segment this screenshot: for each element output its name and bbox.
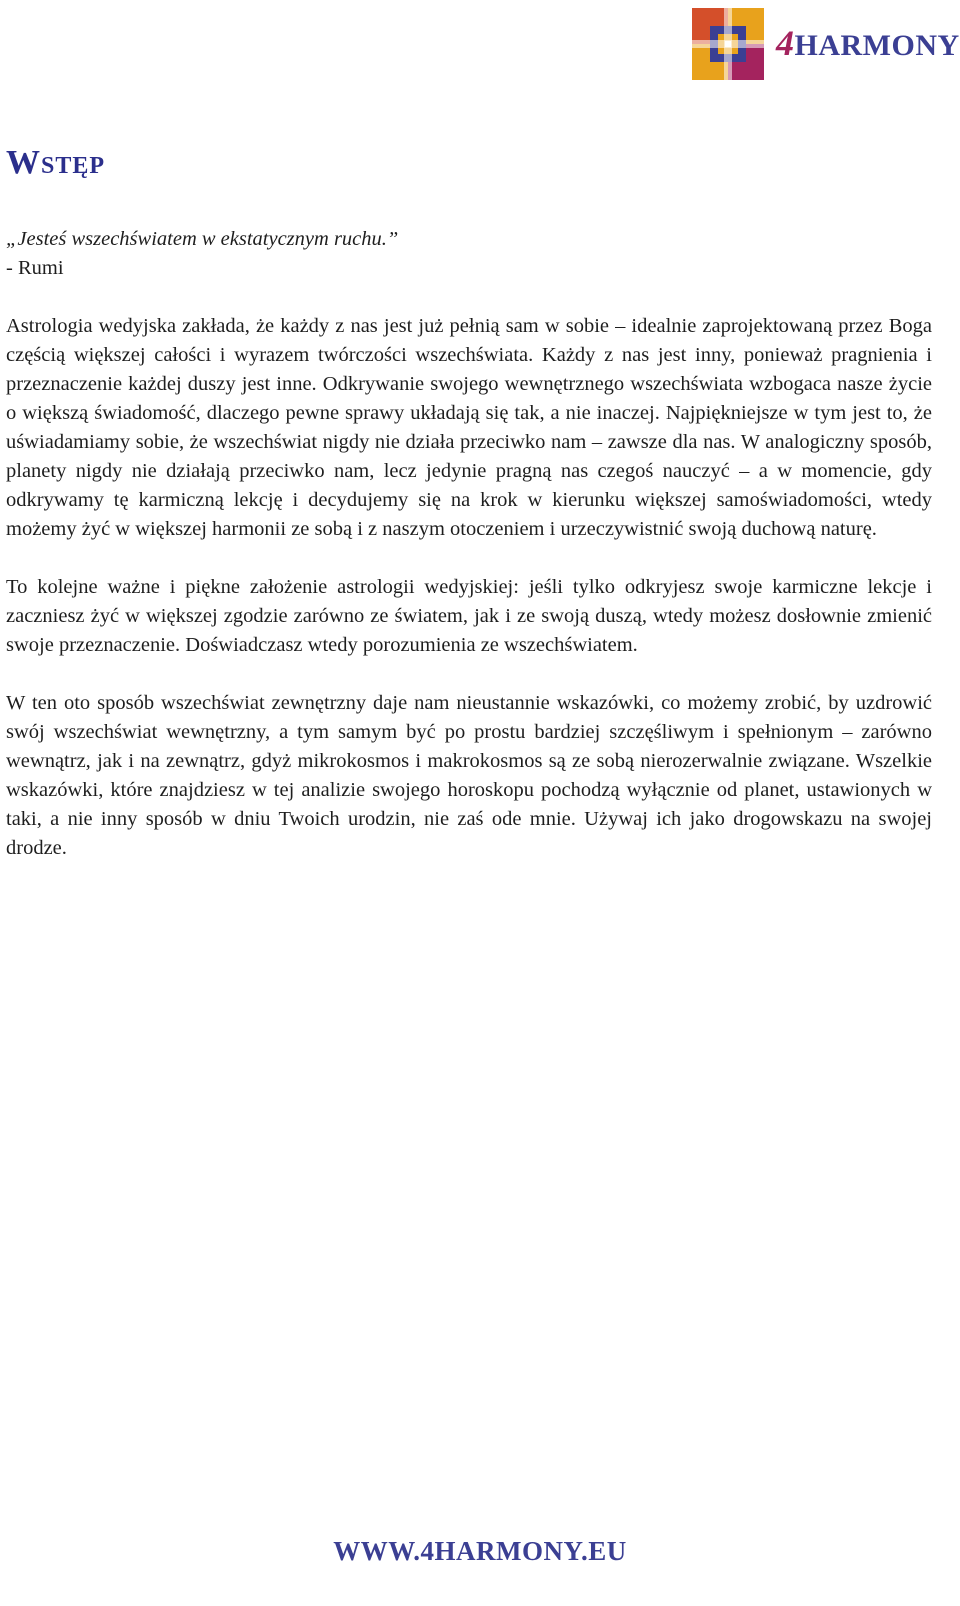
- paragraph-2: To kolejne ważne i piękne założenie astrologii wedyjskiej: jeśli tylko odkryjesz swoje karmiczne lekcje i zaczniesz żyć w większej zgodzie zarówno ze światem, jak i ze swoją duszą, wtedy możesz dosłownie zmienić swoje przeznaczenie. Doświadczasz wtedy porozumienia ze wszechświatem.: [6, 576, 932, 656]
- main-content: [6, 225, 932, 863]
- footer-url: WWW.4HARMONY.EU: [333, 1536, 627, 1566]
- logo-wordmark: 4HARMONY: [776, 23, 960, 63]
- paragraph-3: W ten oto sposób wszechświat zewnętrzny daje nam nieustannie wskazówki, co możemy zrobić, by uzdrowić swój wszechświat wewnętrzny, a tym samym być po prostu bardziej szczęśliwym i spełnionym – zarówno wewnątrz, jak i na zewnątrz, gdyż mikrokosmos i makrokosmos są ze sobą nierozerwalnie związane. Wszelkie wskazówki, które znajdziesz w tej analizie swojego horoskopu pochodzą wyłącznie od planet, ustawionych w taki, a nie inny sposób w dniu Twoich urodzin, nie zaś ode mnie. Używaj ich jako drogowskazu na swojej drodze.: [6, 692, 932, 859]
- quote-text: „Jesteś wszechświatem w ekstatycznym ruchu.”: [6, 228, 399, 250]
- paragraph-1: Astrologia wedyjska zakłada, że każdy z nas jest już pełnią sam w sobie – idealnie zaprojektowaną przez Boga częścią większej całości i wyrazem twórczości wszechświata. Każdy z nas jest inny, ponieważ pragnienia i przeznaczenie każdej duszy jest inne. Odkrywanie swojego wewnętrznego wszechświata wzbogaca nasze życie o większą świadomość, dlaczego pewne sprawy układają się tak, a nie inaczej. Najpiękniejsze w tym jest to, że uświadamiamy sobie, że wszechświat nigdy nie działa przeciwko nam – zawsze dla nas. W analogiczny sposób, planety nigdy nie działają przeciwko nam, lecz jedynie pragną nas czegoś nauczyć – a w momencie, gdy odkrywamy tę karmiczną lekcję i decydujemy się na krok w kierunku większej samoświadomości, wtedy możemy żyć w większej harmonii ze sobą i z naszym otoczeniem i urzeczywistnić swoją duchową naturę.: [6, 315, 932, 540]
- page-title: Wstęp: [6, 144, 106, 181]
- brand-logo: [686, 0, 960, 90]
- logo-text: HARMONY: [794, 29, 960, 62]
- logo-mark-icon: [686, 2, 770, 86]
- quote-author: - Rumi: [6, 257, 64, 279]
